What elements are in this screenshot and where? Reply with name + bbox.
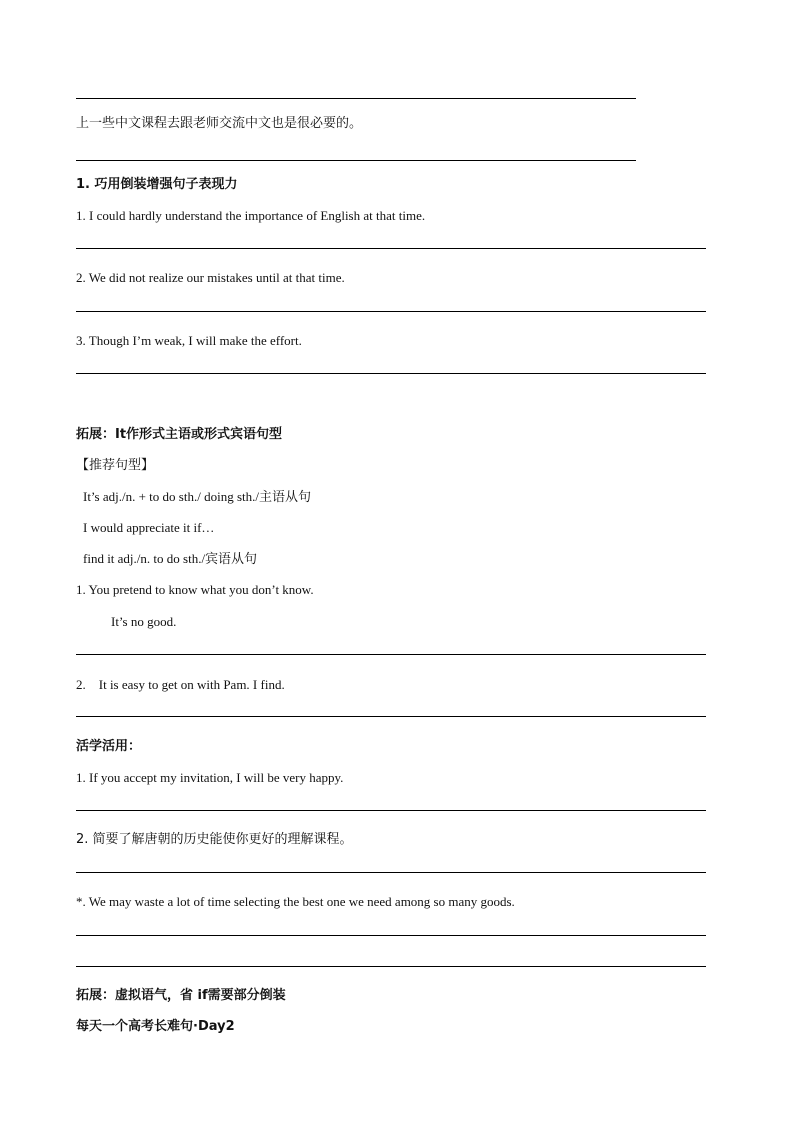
answer-line [76,935,706,936]
answer-line [76,98,636,99]
answer-line [76,654,706,655]
intro-sentence: 上一些中文课程去跟老师交流中文也是很必要的。 [76,116,363,131]
section1-heading: 1. 巧用倒装增强句子表现力 [76,177,238,192]
sentence-pattern: I would appreciate it if… [83,520,215,535]
exercise-item: 2. 简要了解唐朝的历史能使你更好的理解课程。 [76,832,353,847]
exercise-subtext: It’s no good. [111,614,177,629]
answer-line [76,160,636,161]
answer-line [76,373,706,374]
exercise-item: 2. We did not realize our mistakes until at that time. [76,270,345,285]
exercise-item: 3. Though I’m weak, I will make the effort. [76,333,302,348]
exercise-item: 1. If you accept my invitation, I will be very happy. [76,770,344,785]
daily-sentence-title: 每天一个高考长难句·Day2 [76,1019,235,1034]
answer-line [76,248,706,249]
exercise-item: 1. I could hardly understand the importance of English at that time. [76,208,426,223]
answer-line [76,872,706,873]
answer-line [76,966,706,967]
section4-heading: 拓展：虚拟语气，省 if需要部分倒装 [76,988,286,1003]
answer-line [76,311,706,312]
sentence-pattern: find it adj./n. to do sth./宾语从句 [83,551,258,566]
exercise-item: 2. It is easy to get on with Pam. I find. [76,677,285,692]
answer-line [76,716,706,717]
section2-heading: 拓展：It作形式主语或形式宾语句型 [76,427,283,442]
section3-heading: 活学活用： [76,739,142,754]
recommend-label: 【推荐句型】 [76,458,155,473]
sentence-pattern: It’s adj./n. + to do sth./ doing sth./主语从句 [83,489,311,504]
exercise-item: *. We may waste a lot of time selecting the best one we need among so many goods. [76,894,515,909]
exercise-item: 1. You pretend to know what you don’t know. [76,582,314,597]
answer-line [76,810,706,811]
